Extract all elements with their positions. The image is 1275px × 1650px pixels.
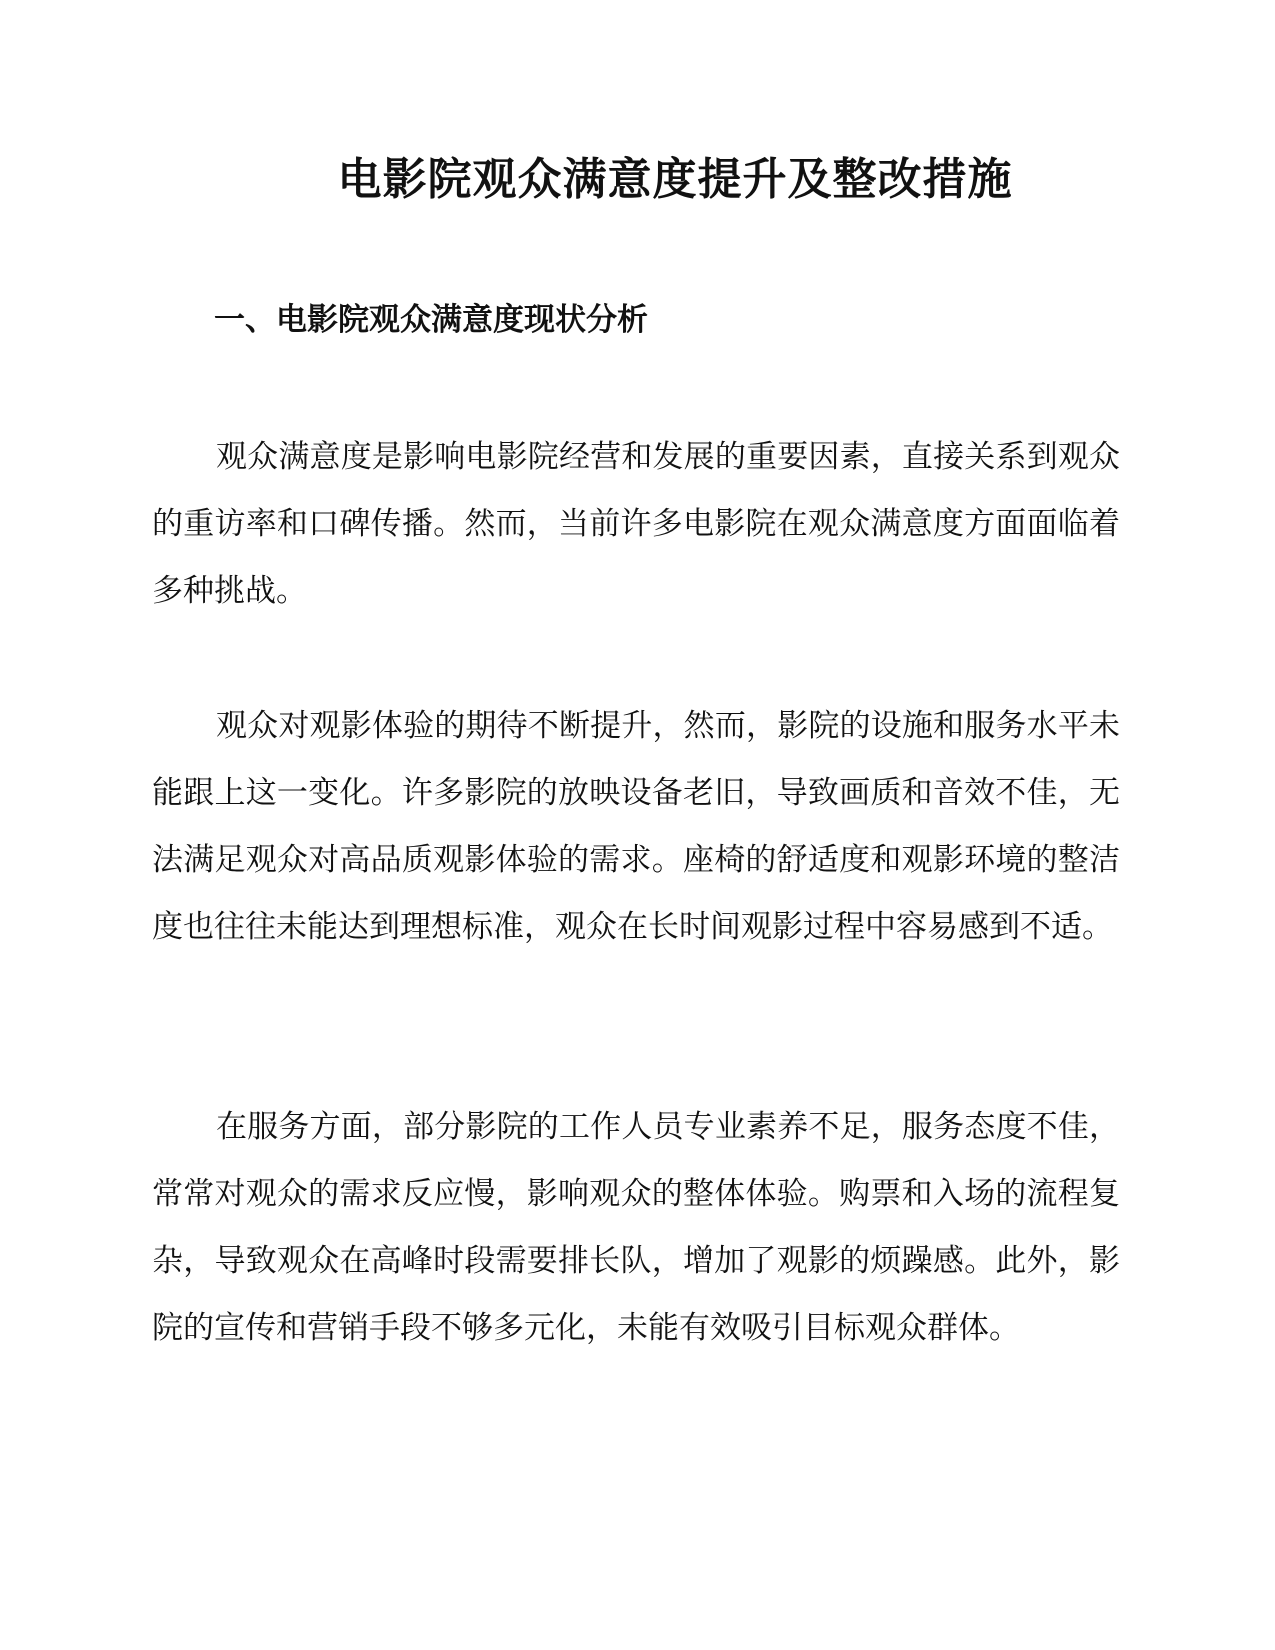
paragraph-3: 在服务方面，部分影院的工作人员专业素养不足，服务态度不佳，常常对观众的需求反应慢，影响观众的整体体验。购票和入场的流程复杂，导致观众在高峰时段需要排长队，增加了观影的烦躁感。此外，影院的宣传和营销手段不够多元化，未能有效吸引目标观众群体。 (152, 1109, 1120, 1346)
section-heading: 一、电影院观众满意度现状分析 (214, 302, 648, 338)
paragraph-1: 观众满意度是影响电影院经营和发展的重要因素，直接关系到观众的重访率和口碑传播。然而，当前许多电影院在观众满意度方面面临着多种挑战。 (152, 439, 1120, 609)
document-title: 电影院观众满意度提升及整改措施 (337, 154, 1013, 205)
paragraph-2: 观众对观影体验的期待不断提升，然而，影院的设施和服务水平未能跟上这一变化。许多影院的放映设备老旧，导致画质和音效不佳，无法满足观众对高品质观影体验的需求。座椅的舒适度和观影环境的整洁度也往往未能达到理想标准，观众在长时间观影过程中容易感到不适。 (152, 708, 1120, 945)
